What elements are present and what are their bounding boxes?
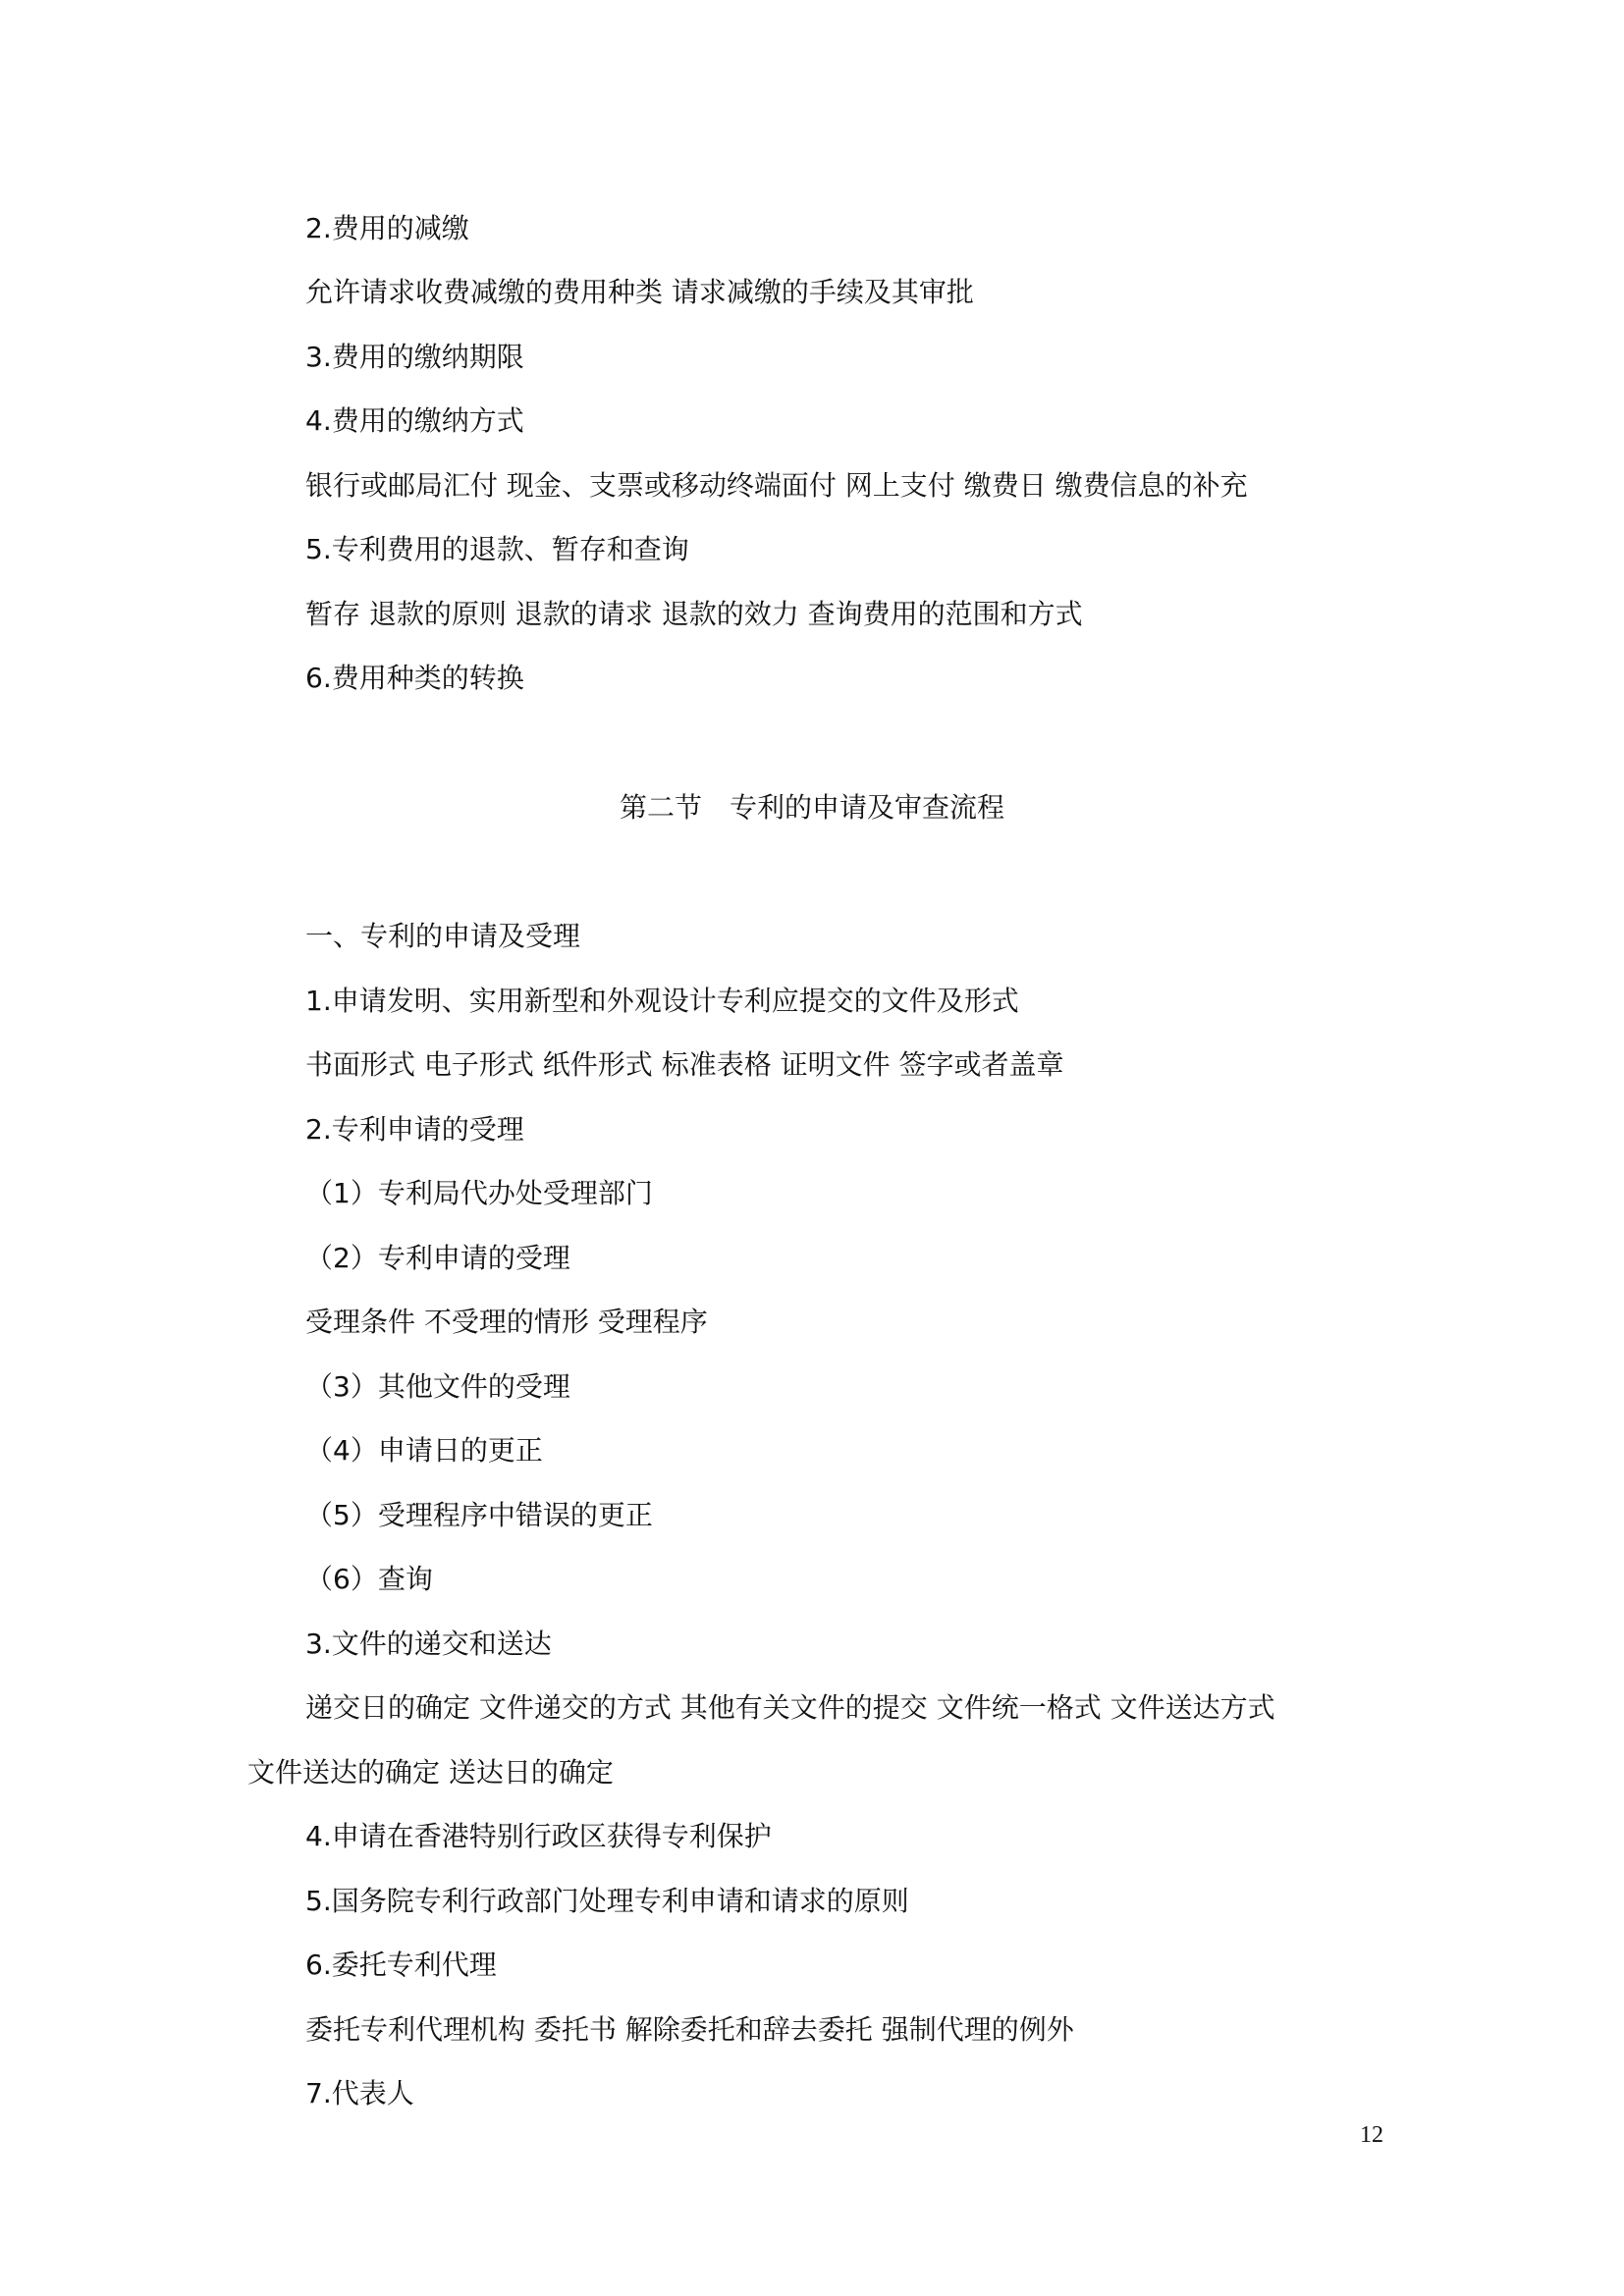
heading-application-acceptance: 一、专利的申请及受理 xyxy=(305,920,581,952)
text-refund-items: 暂存 退款的原则 退款的请求 退款的效力 查询费用的范围和方式 xyxy=(305,598,1083,630)
item-acceptance-1: （1）专利局代办处受理部门 xyxy=(305,1177,653,1209)
text-document-forms: 书面形式 电子形式 纸件形式 标准表格 证明文件 签字或者盖章 xyxy=(305,1048,1064,1081)
text-acceptance-conditions: 受理条件 不受理的情形 受理程序 xyxy=(305,1306,708,1338)
section-title: 第二节 专利的申请及审查流程 xyxy=(619,791,1004,824)
item-acceptance-4: （4）申请日的更正 xyxy=(305,1434,543,1467)
item-acceptance-6: （6）查询 xyxy=(305,1563,433,1595)
heading-fee-conversion: 6.费用种类的转换 xyxy=(305,662,524,694)
heading-hongkong-protection: 4.申请在香港特别行政区获得专利保护 xyxy=(305,1820,772,1852)
heading-processing-principles: 5.国务院专利行政部门处理专利申请和请求的原则 xyxy=(305,1885,909,1917)
heading-application-documents: 1.申请发明、实用新型和外观设计专利应提交的文件及形式 xyxy=(305,985,1019,1017)
item-acceptance-5: （5）受理程序中错误的更正 xyxy=(305,1499,653,1531)
item-acceptance-3: （3）其他文件的受理 xyxy=(305,1370,570,1403)
text-payment-method-items: 银行或邮局汇付 现金、支票或移动终端面付 网上支付 缴费日 缴费信息的补充 xyxy=(305,469,1248,502)
heading-document-delivery: 3.文件的递交和送达 xyxy=(305,1628,552,1660)
heading-fee-payment-method: 4.费用的缴纳方式 xyxy=(305,404,524,437)
heading-fee-reduction: 2.费用的减缴 xyxy=(305,212,469,244)
heading-patent-agency: 6.委托专利代理 xyxy=(305,1949,497,1981)
text-fee-reduction-items: 允许请求收费减缴的费用种类 请求减缴的手续及其审批 xyxy=(305,276,974,308)
page-number: 12 xyxy=(1360,2122,1383,2148)
item-acceptance-2: （2）专利申请的受理 xyxy=(305,1242,570,1274)
text-delivery-items: 递交日的确定 文件递交的方式 其他有关文件的提交 文件统一格式 文件送达方式 xyxy=(305,1691,1275,1724)
heading-acceptance: 2.专利申请的受理 xyxy=(305,1113,524,1146)
heading-fee-refund: 5.专利费用的退款、暂存和查询 xyxy=(305,533,689,565)
text-delivery-items-continued: 文件送达的确定 送达日的确定 xyxy=(247,1756,614,1789)
heading-fee-deadline: 3.费用的缴纳期限 xyxy=(305,341,524,373)
text-agency-items: 委托专利代理机构 委托书 解除委托和辞去委托 强制代理的例外 xyxy=(305,2013,1074,2046)
heading-representative: 7.代表人 xyxy=(305,2077,414,2109)
